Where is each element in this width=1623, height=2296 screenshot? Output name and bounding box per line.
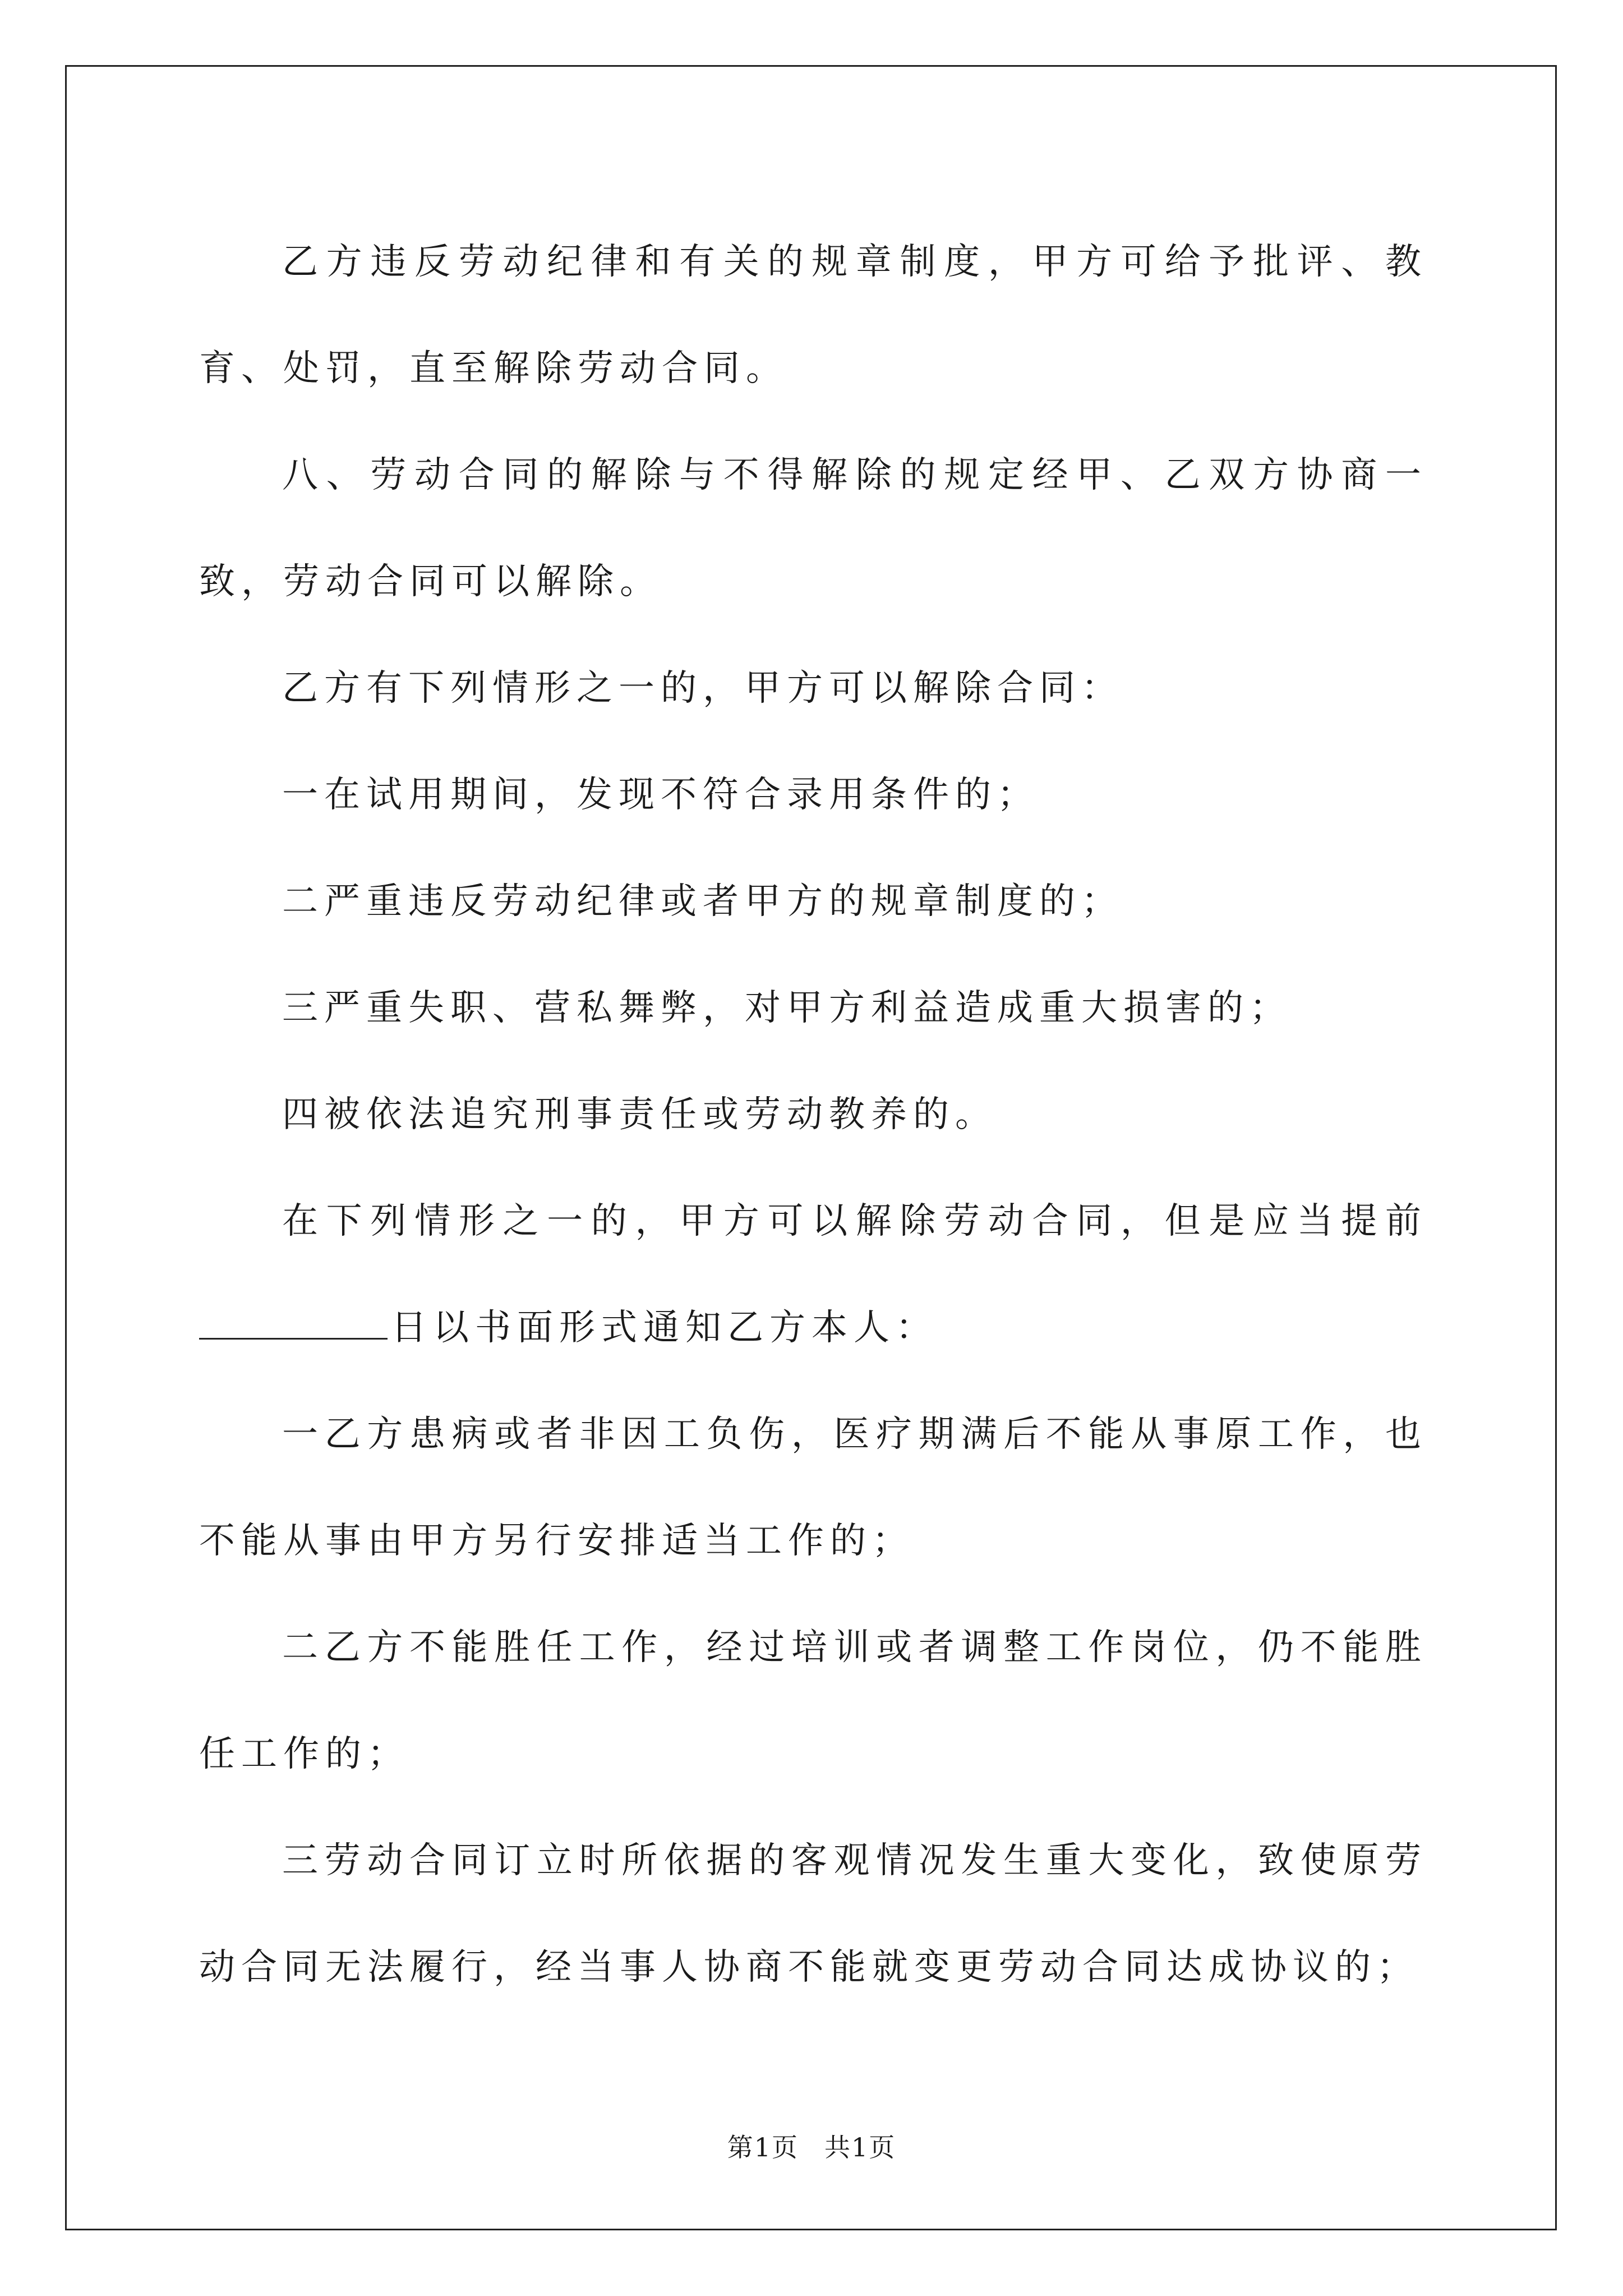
paragraph: 乙方有下列情形之一的，甲方可以解除合同： [282,668,1123,709]
notice-text-after: 日以书面形式通知乙方本人： [391,1307,938,1349]
page-number: 第1页 [727,2132,799,2162]
paragraph: 三劳动合同订立时所依据的客观情况发生重大变化，致使原劳动合同无法履行，经当事人协商不能就变更劳动合同达成协议的； [199,1840,1427,1988]
paragraph: 三严重失职、营私舞弊，对甲方利益造成重大损害的； [282,987,1292,1029]
notice-text-before: 在下列情形之一的，甲方可以解除劳动合同，但是应当提前 [282,1200,1427,1242]
document-body [199,209,1427,2021]
paragraph: 一乙方患病或者非因工负伤，医疗期满后不能从事原工作，也不能从事由甲方另行安排适当工作的； [199,1414,1427,1562]
paragraph: 二乙方不能胜任工作，经过培训或者调整工作岗位，仍不能胜任工作的； [199,1627,1427,1775]
notice-paragraph [199,1168,1427,1381]
paragraph: 八、劳动合同的解除与不得解除的规定经甲、乙双方协商一致，劳动合同可以解除。 [199,454,1427,602]
paragraph: 二严重违反劳动纪律或者甲方的规章制度的； [282,881,1123,922]
blank-days-field [199,1304,388,1340]
paragraph: 乙方违反劳动纪律和有关的规章制度，甲方可给予批评、教育、处罚，直至解除劳动合同。 [199,241,1427,389]
page-footer [0,2127,1623,2164]
paragraph: 一在试用期间，发现不符合录用条件的； [282,774,1039,816]
page-total: 共1页 [824,2132,896,2162]
paragraph: 四被依法追究刑事责任或劳动教养的。 [282,1094,997,1135]
